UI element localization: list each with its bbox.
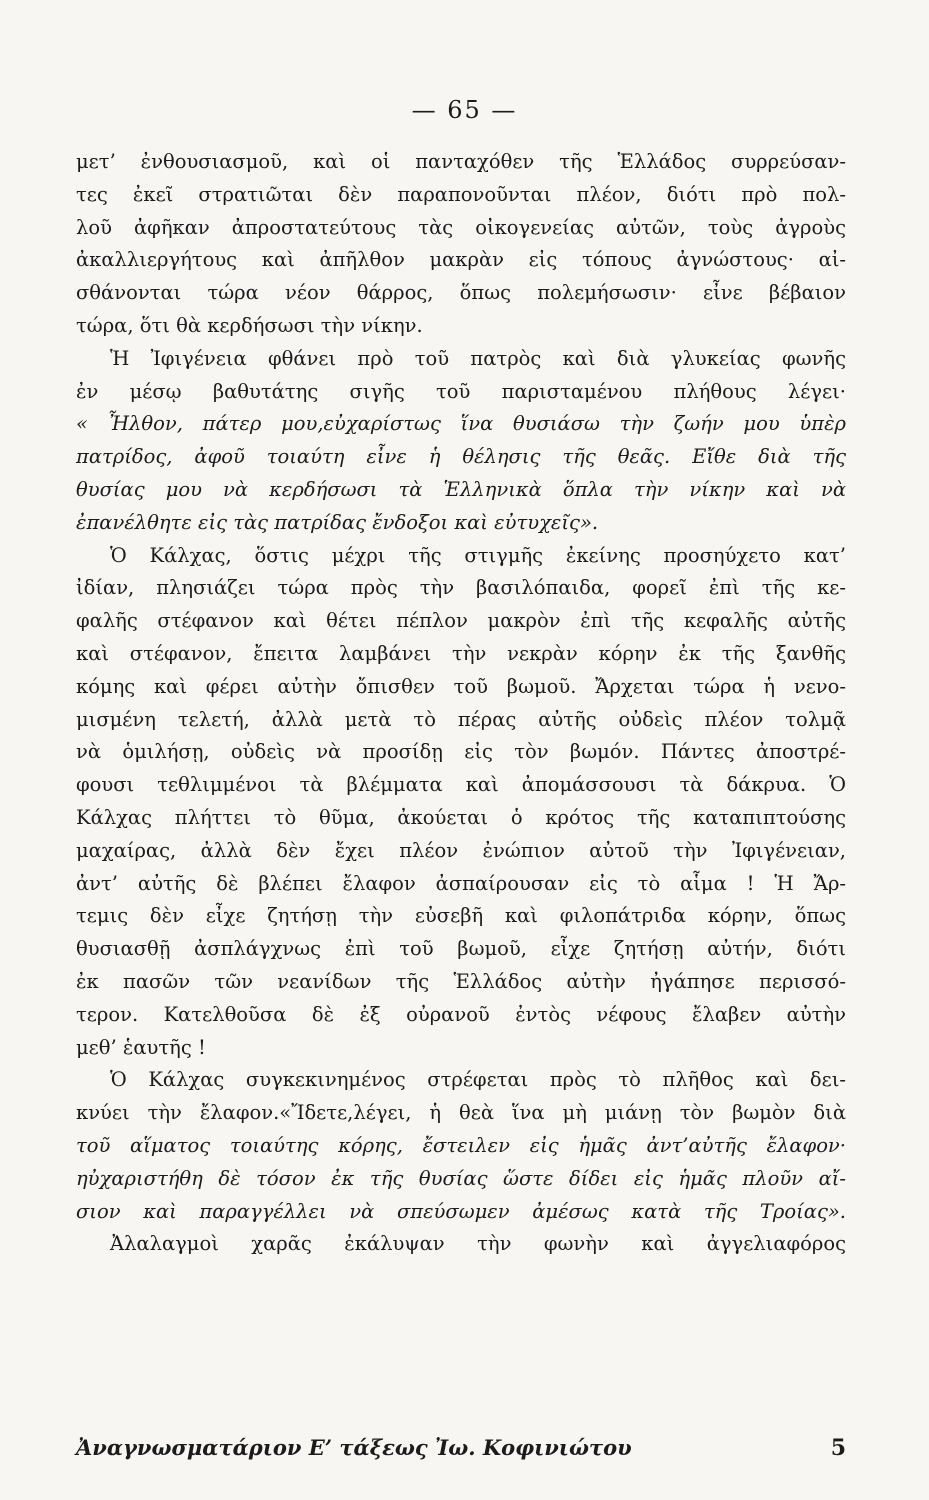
text-line: τεμις δὲν εἶχε ζητήσῃ τὴν εὐσεβῆ καὶ φιλοπάτριδα κόρην, ὅπως <box>76 904 846 928</box>
text-line: πατρίδος, ἀφοῦ τοιαύτη εἶνε ἡ θέλησις τῆς θεᾶς. Εἴθε διὰ τῆς <box>76 445 846 469</box>
text-line: θυσίας μου νὰ κερδήσωσι τὰ Ἑλληνικὰ ὅπλα τὴν νίκην καὶ νὰ <box>76 477 846 501</box>
body-text <box>76 146 846 1261</box>
text-line: ἰδίαν, πλησιάζει τώρα πρὸς τὴν βασιλόπαιδα, φορεῖ ἐπὶ τῆς κε- <box>76 576 846 600</box>
text-line: σιον καὶ παραγγέλλει νὰ σπεύσωμεν ἀμέσως κατὰ τῆς Τροίας». <box>76 1199 846 1223</box>
footer-title: Ἀναγνωσματάριον Ε’ τάξεως Ἰω. Κοφινιώτου <box>76 1435 632 1460</box>
text-line: σθάνονται τώρα νέον θάρρος, ὅπως πολεμήσωσιν· εἶνε βέβαιον <box>76 281 846 305</box>
footer <box>76 1435 846 1461</box>
text-line: ἐν μέσῳ βαθυτάτης σιγῆς τοῦ παρισταμένου πλήθους λέγει· <box>76 379 846 403</box>
text-line: κόμης καὶ φέρει αὐτὴν ὄπισθεν τοῦ βωμοῦ. Ἄρχεται τώρα ἡ νενο- <box>76 674 846 698</box>
footer-signature: 5 <box>830 1435 846 1461</box>
text-line: Ὁ Κάλχας, ὅστις μέχρι τῆς στιγμῆς ἐκείνης προσηύχετο κατ’ <box>110 543 846 567</box>
text-line: λοῦ ἀφῆκαν ἀπροστατεύτους τὰς οἰκογενείας αὐτῶν, τοὺς ἀγροὺς <box>76 215 846 239</box>
text-line: τερον. Κατελθοῦσα δὲ ἐξ οὐρανοῦ ἐντὸς νέφους ἔλαβεν αὐτὴν <box>76 1002 846 1026</box>
text-line: μαχαίρας, ἀλλὰ δὲν ἔχει πλέον ἐνώπιον αὐτοῦ τὴν Ἰφιγένειαν, <box>76 838 846 862</box>
text-line: νὰ ὁμιλήσῃ, οὐδεὶς νὰ προσίδῃ εἰς τὸν βωμόν. Πάντες ἀποστρέ- <box>76 740 846 764</box>
text-line: τοῦ αἵματος τοιαύτης κόρης, ἔστειλεν εἰς ἡμᾶς ἀντ’αὐτῆς ἔλαφον· <box>76 1133 846 1157</box>
text-line: Ἡ Ἰφιγένεια φθάνει πρὸ τοῦ πατρὸς καὶ διὰ γλυκείας φωνῆς <box>110 346 846 370</box>
text-line: ἐκ πασῶν τῶν νεανίδων τῆς Ἑλλάδος αὐτὴν ἠγάπησε περισσό- <box>76 969 846 993</box>
text-line: μισμένη τελετή, ἀλλὰ μετὰ τὸ πέρας αὐτῆς οὐδεὶς πλέον τολμᾷ <box>76 707 846 731</box>
text-line: φουσι τεθλιμμένοι τὰ βλέμματα καὶ ἀπομάσσουσι τὰ δάκρυα. Ὁ <box>76 773 846 797</box>
text-line: τες ἐκεῖ στρατιῶται δὲν παραπονοῦνται πλέον, διότι πρὸ πολ- <box>76 182 846 206</box>
text-line: μεθ’ ἑαυτῆς ! <box>76 1035 206 1059</box>
text-line: « Ἦλθον, πάτερ μου,εὐχαρίστως ἵνα θυσιάσω τὴν ζωήν μου ὑπὲρ <box>76 412 846 436</box>
text-line: Κάλχας πλήττει τὸ θῦμα, ἀκούεται ὁ κρότος τῆς καταπιπτούσης <box>76 805 846 829</box>
text-line: Ἀλαλαγμοὶ χαρᾶς ἐκάλυψαν τὴν φωνὴν καὶ ἀγγελιαφόρος <box>110 1232 846 1256</box>
text-line: μετ’ ἐνθουσιασμοῦ, καὶ οἱ πανταχόθεν τῆς Ἑλλάδος συρρεύσαν- <box>76 150 846 173</box>
text-line: κνύει τὴν ἔλαφον.«Ἴδετε,λέγει, ἡ θεὰ ἵνα μὴ μιάνῃ τὸν βωμὸν διὰ <box>76 1101 846 1125</box>
text-line: Ὁ Κάλχας συγκεκινημένος στρέφεται πρὸς τὸ πλῆθος καὶ δει- <box>110 1068 846 1092</box>
text-line: φαλῆς στέφανον καὶ θέτει πέπλον μακρὸν ἐπὶ τῆς κεφαλῆς αὐτῆς <box>76 609 846 633</box>
text-line: ηὐχαριστήθη δὲ τόσον ἐκ τῆς θυσίας ὥστε δίδει εἰς ἡμᾶς πλοῦν αἴ- <box>76 1166 846 1190</box>
text-line: τώρα, ὅτι θὰ κερδήσωσι τὴν νίκην. <box>76 313 423 337</box>
text-line: ἐπανέλθητε εἰς τὰς πατρίδας ἔνδοξοι καὶ εὐτυχεῖς». <box>76 510 599 534</box>
text-line: θυσιασθῇ ἀσπλάγχνως ἐπὶ τοῦ βωμοῦ, εἶχε ζητήσῃ αὐτήν, διότι <box>76 937 846 961</box>
text-line: ἀκαλλιεργήτους καὶ ἀπῆλθον μακρὰν εἰς τόπους ἀγνώστους· αἰ- <box>76 248 846 272</box>
text-line: καὶ στέφανον, ἔπειτα λαμβάνει τὴν νεκρὰν κόρην ἐκ τῆς ξανθῆς <box>76 641 846 665</box>
page-number: — 65 — <box>411 96 518 124</box>
text-line: ἀντ’ αὐτῆς δὲ βλέπει ἔλαφον ἀσπαίρουσαν εἰς τὸ αἷμα ! Ἡ Ἄρ- <box>76 871 846 895</box>
